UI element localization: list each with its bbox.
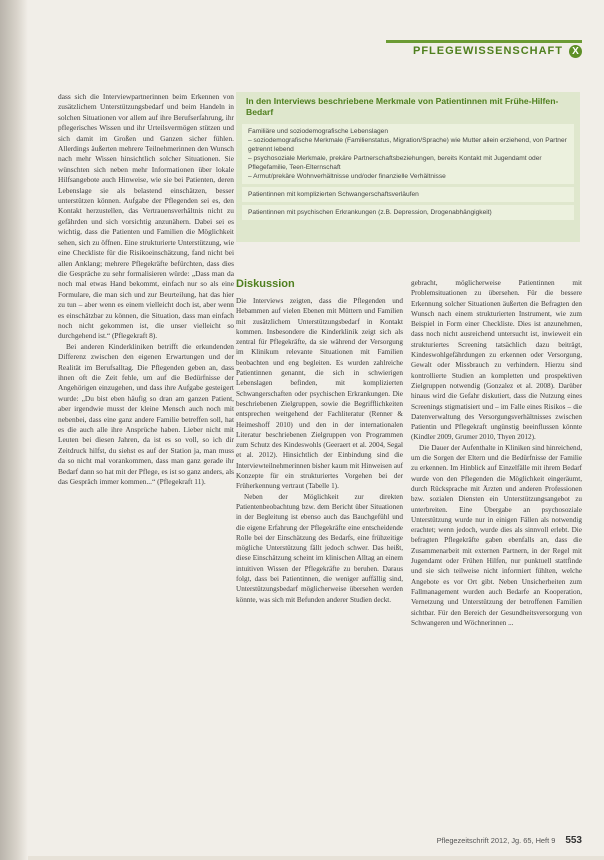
info-row-line: Patientinnen mit komplizierten Schwangerschaftsverläufen	[248, 191, 419, 198]
page-number: 553	[565, 835, 582, 846]
info-box-title	[246, 96, 570, 118]
body-paragraph: gebracht, möglicherweise Patientinnen mit Problemsituationen zu übersehen. Für die bessere Erkennung solcher Situationen äußerten die Befragten den Wunsch nach einem strukturierten Instrument, wie zum Beispiel in Form einer Checkliste. Dies ist anzunehmen, dass noch nicht ausreichend untersucht ist, inwieweit ein strukturiertes Screening tatsächlich dazu beiträgt, Kindeswohlgefährdungen zu erkennen oder Versorgung, Gewalt oder Missbrauch zu verhindern. Hierzu sind kontrollierte Studien an kompletten und prospektiven Zielgruppen notwendig (Gonzalez et al. 2008). Darüber hinaus wird die Gefahr diskutiert, dass die Nutzung eines Screenings stigmatisiert und – im Falle eines Risikos – die Datenverwaltung des Versorgungsverhältnisses zwischen Patientin und Pflegekraft ungünstig beeinflussen könnte (Kindler 2009, Grumer 2010, Thyen 2012).	[411, 279, 582, 442]
info-row-line: – psychosoziale Merkmale, prekäre Partnerschaftsbeziehungen, bereits Kontakt mit Jugendamt oder Pflegefamilie, Teen-Elternschaft	[248, 155, 542, 171]
info-box-row	[242, 187, 574, 202]
right-text-column	[411, 278, 582, 628]
info-row-line: Familiäre und soziodemografische Lebenslagen	[248, 128, 389, 135]
running-header	[386, 40, 582, 59]
info-row-line: Patientinnen mit psychischen Erkrankungen (z.B. Depression, Drogenabhängigkeit)	[248, 209, 492, 216]
section-heading: Diskussion	[236, 278, 295, 290]
info-box-title-line: Frühe-Hilfen-Bedarf	[246, 96, 559, 117]
info-box-row	[242, 124, 574, 184]
bottom-edge	[28, 856, 604, 860]
info-row-line: – soziodemografische Merkmale (Familienstatus, Migration/Sprache) wie Mutter allein erziehend, von Partner getrennt lebend	[248, 137, 567, 153]
info-box	[236, 92, 580, 242]
info-box-row	[242, 205, 574, 220]
body-paragraph: Die Dauer der Aufenthalte in Kliniken sind hinreichend, um die Sorgen der Eltern und die Bedürfnisse der Familie zu erkennen. Im Hinblick auf Einzelfälle mit ihrem Bedarf wurde von den Pflegenden die Möglichkeit eingeräumt, durch Rücksprache mit Ärzten und anderen Professionen bzw. sozialen Diensten ein Unterstützungsangebot zu unterbreiten. Eine Übergabe an psychosoziale Unterstützung wurde nur in einigen Fällen als notwendig erachtet; wenn jedoch, wurde dies als sinnvoll erlebt. Die befragten Pflegekräfte gaben ebenfalls an, dass die Zusammenarbeit mit externen Partnern, in der Regel mit Jugendamt oder Frühen Hilfen, nur punktuell stattfinde und sie sich teilweise nicht informiert fühlten, welche Angebote es vor Ort gibt. Neben Unsicherheiten zum Fallmanagement wurden auch Bedarfe an Kooperation, Vernetzung und Unterstützung der betroffenen Familien sichtbar. Für den Bereich der Gesundheitsversorgung von Schwangeren und Wöchnerinnen ...	[411, 443, 582, 627]
info-box-title-line: In den Interviews beschriebene Merkmale von Patientinnen mit	[246, 96, 503, 106]
body-paragraph: Die Interviews zeigten, dass die Pflegenden und Hebammen auf vielen Ebenen mit Müttern und Familien mit zusätzlichem Unterstützungsbedarf in Kontakt kommen. Insbesondere die Kinderklinik zeigt sich als zentral für Pflegekräfte, da sie während der Versorgung im Klinikum relevante Situationen mit Familien beobachten und eng begleiten. Es wurden zahlreiche Patientinnen genannt, die sich in schwierigen Lebenslagen befinden, mit komplizierten Schwangerschaften oder psychischen Erkrankungen. Die beschriebenen Zielgruppen, sowie die Begrifflichkeiten entsprechen weitgehend der Fachliteratur (Renner & Heimeshoff 2010) und den in der internationalen Literatur beschriebenen Zielgruppen von Programmen zum Schutz des Kindeswohls (Geeraert et al. 2004, Segal et al. 2012). Hinsichtlich der Einbindung sind die Interviewteilnehmerinnen bisher kaum mit Hinweisen auf Konzepte für ein strukturiertes Vorgehen bei der Früherkennung vertraut (Tabelle 1).	[236, 297, 403, 491]
body-paragraph: Neben der Möglichkeit zur direkten Patientenbeobachtung bzw. dem Bericht über Situationen in der Begleitung ist ebenso auch das Bauchgefühl und die eigene Erfahrung der Pflegekräfte eine entscheidende Rolle bei der Einschätzung des Bedarfs, eine frühzeitige mögliche Unterstützung fällt jedoch schwer. Das heißt, diese Einschätzung scheint im klinischen Alltag an einem intuitiven Wissen der Pflegekräfte zu beruhen. Daraus folgt, dass bei Patientinnen, die weniger auffällig sind, Unterstützungsbedarf möglicherweise übersehen werden könnte, was sich mit Befunden anderer Studien deckt.	[236, 492, 403, 604]
section-badge-icon: X	[569, 45, 582, 58]
page-spine-shadow	[0, 0, 28, 860]
body-paragraph: Bei anderen Kinderkliniken betrifft die erkundenden Differenz zwischen den eigenen Erwartungen und der Realität im Berufsalltag. Die Pflegenden geben an, dass ihnen oft die Zeit fehle, um auf die Bedürfnisse der Angehörigen einzugehen, und dass ihre Aufgabe gesteigert wurde: „Du bist eben häufig so dran am ganzen Patient, aber irgendwie musst der kleine Mensch auch noch mit nebenbei, dass eine ganz andere Familie betreffen soll, hat es die auch alle ihre Ansprüche haben. Lieber nicht mit Leuten bei diesen Jahren, da ist es so voll, so ich dir Zeitdruck hilfst, du siehst es auf der Station ja, man muss da so nicht mal vorankommen, dass man ganz gerade ihr Bedarf dann so hat mit der Pflege, es ist so ganz anders, als das Gespräch immer kommen...“ (Pflegekraft 11).	[58, 341, 234, 487]
info-row-line: – Armut/prekäre Wohnverhältnisse und/oder finanzielle Verhältnisse	[248, 173, 446, 180]
body-paragraph: dass sich die Interviewpartnerinnen beim Erkennen von zusätzlichem Unterstützungsbedarf und beim Handeln in solchen Situationen vor allem auf ihre Berufserfahrung, ihr pflegerisches Wissen und ihr Urteilsvermögen stützen und sich damit im Großen und Ganzen sicher fühlen. Allerdings äußerten mehrere Teilnehmerinnen den Wunsch nach mehr Wissen hinsichtlich solcher Situationen. Sie wünschten sich neben mehr Informationen über lokale Hilfsangebote auch Hinweise, wie sie bei Patienten, deren Lebenslage sie als belastend einschätzen, besser unterstützen können. Aufgabe der Pflegenden sei es, den Kontakt herzustellen, das Vertrauensverhältnis nicht zu gefährden und sich vorsichtig anzunähern. Dabei sei es wichtig, dass die Patienten und Familien die Möglichkeit sehen, sich zu öffnen. Eine strukturierte Unterstützung, wie eine Checkliste für die Risikoeinschätzung, fand nicht bei allen Anklang; mehrere Pflegekräfte befürchten, dass dies die Gespräche zu sehr formalisieren würde: „Dass man da noch mal etwas Hand bekommt, einfach nur so als eine Formulare, die man sich und zur Beurteilung, hat das hier zu tun – aber wenn es einem vielleicht doch ist, aber wenn es einschätzbar zu können, die Situation, dass man einfach noch nicht gekommen ist, die unser vielleicht so durchgehend ist.“ (Pflegekraft 8).	[58, 92, 234, 341]
left-text-column	[58, 92, 234, 487]
middle-text-column	[236, 296, 403, 605]
footer-journal: Pflegezeitschrift 2012, Jg. 65, Heft 9	[436, 836, 556, 845]
page-footer	[437, 835, 582, 846]
running-header-title: PFLEGEWISSENSCHAFT	[412, 45, 563, 57]
